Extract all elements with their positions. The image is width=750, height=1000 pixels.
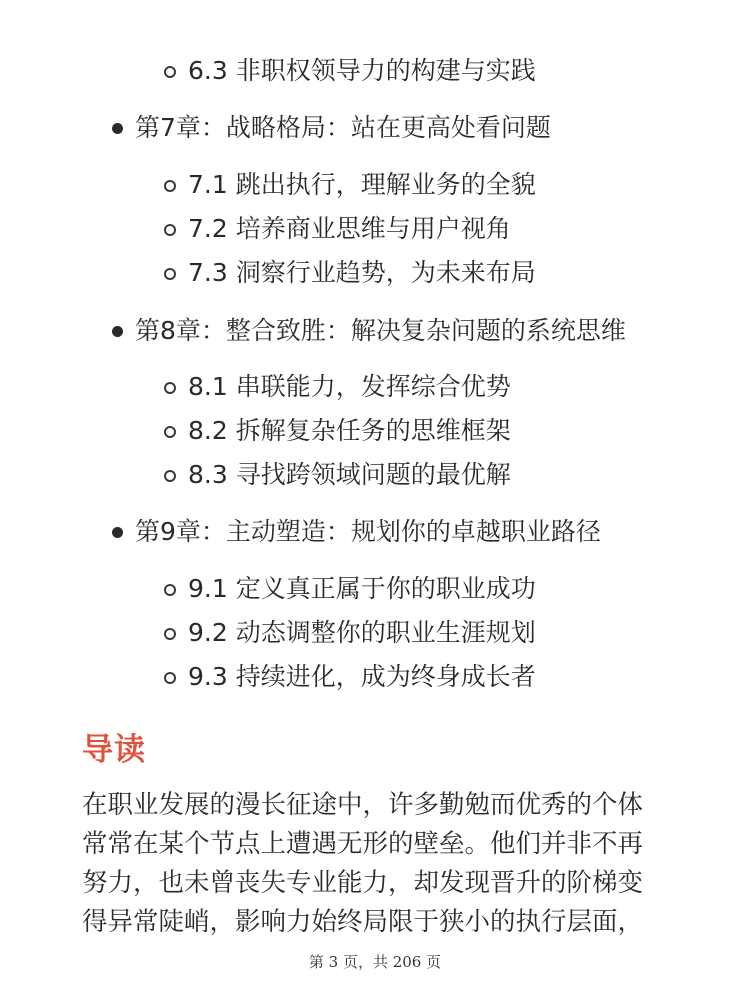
toc-item-label: 6.3 非职权领导力的构建与实践 (188, 56, 536, 85)
toc-chapter-8[interactable] (135, 311, 626, 351)
paragraph-line: 努力，也未曾丧失专业能力，却发现晋升的阶梯变 (82, 868, 644, 898)
paragraph-line: 常常在某个节点上遭遇无形的壁垒。他们并非不再 (82, 829, 644, 859)
toc-section-9-3[interactable] (188, 657, 536, 697)
toc-item-label: 7.2 培养商业思维与用户视角 (188, 214, 511, 243)
circle-bullet-icon (164, 584, 176, 596)
disc-bullet-icon (112, 123, 123, 134)
toc-section-8-2[interactable] (188, 411, 511, 451)
circle-bullet-icon (164, 268, 176, 280)
toc-item-label: 8.2 拆解复杂任务的思维框架 (188, 416, 511, 445)
disc-bullet-icon (112, 527, 123, 538)
toc-section-8-3[interactable] (188, 455, 511, 495)
circle-bullet-icon (164, 426, 176, 438)
circle-bullet-icon (164, 470, 176, 482)
toc-item-label: 7.3 洞察行业趋势，为未来布局 (188, 258, 536, 287)
toc-section-9-2[interactable] (188, 613, 536, 653)
toc-section-7-3[interactable] (188, 253, 536, 293)
circle-bullet-icon (164, 66, 176, 78)
page-number-footer: 第 3 页，共 206 页 (308, 953, 442, 971)
toc-section-7-1[interactable] (188, 165, 536, 205)
paragraph-line: 得异常陡峭，影响力始终局限于狭小的执行层面， (82, 907, 644, 937)
toc-section-9-1[interactable] (188, 569, 536, 609)
toc-section-8-1[interactable] (188, 367, 511, 407)
toc-item-label: 8.3 寻找跨领域问题的最优解 (188, 460, 511, 489)
circle-bullet-icon (164, 628, 176, 640)
intro-heading: 导读 (82, 732, 146, 768)
circle-bullet-icon (164, 180, 176, 192)
toc-chapter-9[interactable] (135, 512, 601, 552)
toc-item-label: 9.1 定义真正属于你的职业成功 (188, 574, 536, 603)
circle-bullet-icon (164, 382, 176, 394)
toc-section-7-2[interactable] (188, 209, 511, 249)
toc-chapter-7[interactable] (135, 108, 551, 148)
paragraph-line: 在职业发展的漫长征途中，许多勤勉而优秀的个体 (82, 790, 644, 820)
intro-paragraph (82, 786, 682, 942)
toc-section-6-3[interactable] (188, 51, 536, 91)
toc-item-label: 7.1 跳出执行，理解业务的全貌 (188, 170, 536, 199)
toc-item-label: 第9章：主动塑造：规划你的卓越职业路径 (135, 517, 601, 546)
toc-item-label: 9.3 持续进化，成为终身成长者 (188, 662, 536, 691)
toc-item-label: 8.1 串联能力，发挥综合优势 (188, 372, 511, 401)
disc-bullet-icon (112, 326, 123, 337)
toc-item-label: 9.2 动态调整你的职业生涯规划 (188, 618, 536, 647)
toc-item-label: 第8章：整合致胜：解决复杂问题的系统思维 (135, 316, 626, 345)
toc-item-label: 第7章：战略格局：站在更高处看问题 (135, 113, 551, 142)
circle-bullet-icon (164, 224, 176, 236)
circle-bullet-icon (164, 672, 176, 684)
